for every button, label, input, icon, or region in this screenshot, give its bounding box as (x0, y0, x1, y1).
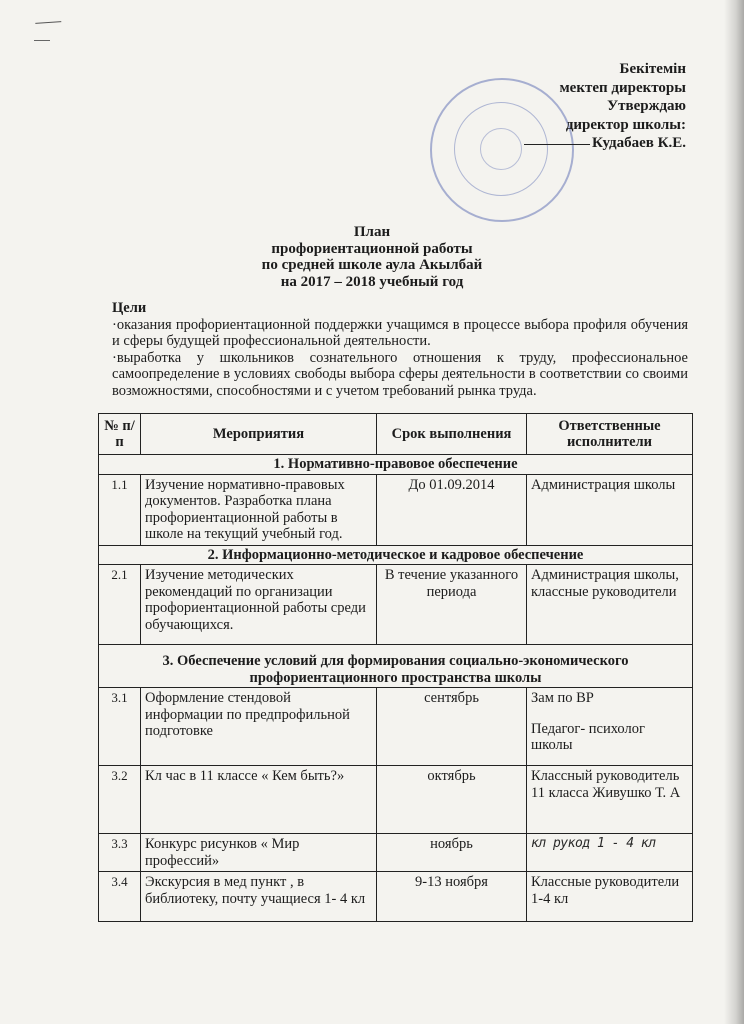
approval-line-kazakh-2: мектеп директоры (559, 79, 686, 96)
section-title: 2. Информационно-методическое и кадровое обеспечение (99, 545, 693, 565)
goal-item-1: ·оказания профориентационной поддержки учащимся в процессе выбора профиля обучения и сферы будущей профессиональной деятельности. (112, 316, 688, 349)
plan-table (98, 413, 693, 922)
row-event: Кл час в 11 классе « Кем быть?» (141, 766, 377, 834)
approval-line-director: директор школы: (565, 116, 686, 133)
page-edge-shadow (724, 0, 744, 1024)
row-responsible-handwritten: кл рукод 1 - 4 кл (527, 834, 693, 872)
title-line-3: по средней школе аула Акылбай (261, 257, 483, 273)
approval-line-kazakh-1: Бекітемін (619, 61, 686, 77)
row-event: Изучение методических рекомендаций по организации профориентационной работы среди обучающихся. (141, 565, 377, 645)
document-title (0, 224, 744, 290)
header-deadline: Срок выполнения (377, 414, 527, 455)
section-row (99, 545, 693, 565)
row-event: Изучение нормативно-правовых документов. Разработка плана профориентационной работы в школе на текущий учебный год. (141, 474, 377, 545)
corner-pen-mark (34, 40, 50, 41)
row-number: 3.3 (99, 834, 141, 872)
table-row (99, 474, 693, 545)
row-responsible: Зам по ВР (531, 690, 594, 706)
row-responsible-cell (527, 688, 693, 766)
director-name: Кудабаев К.Е. (591, 135, 686, 151)
signature-line (524, 144, 590, 145)
table-header-row (99, 414, 693, 455)
row-number: 3.1 (99, 688, 141, 766)
title-line-1: План (353, 224, 391, 240)
goals-section (112, 300, 688, 399)
row-number: 1.1 (99, 474, 141, 545)
section-title: 1. Нормативно-правовое обеспечение (99, 455, 693, 475)
header-responsible: Ответственные исполнители (527, 414, 693, 455)
row-number: 3.2 (99, 766, 141, 834)
row-event: Оформление стендовой информации по предпрофильной подготовке (141, 688, 377, 766)
table-row (99, 766, 693, 834)
row-responsible: Администрация школы, классные руководители (527, 565, 693, 645)
table-row (99, 688, 693, 766)
row-event: Конкурс рисунков « Мир профессий» (141, 834, 377, 872)
header-events: Мероприятия (141, 414, 377, 455)
title-line-2: профориентационной работы (271, 240, 473, 257)
row-deadline: октябрь (377, 766, 527, 834)
row-deadline: ноябрь (377, 834, 527, 872)
row-deadline: 9-13 ноября (377, 872, 527, 922)
section-row (99, 645, 693, 688)
header-number: № п/п (99, 414, 141, 455)
goals-heading: Цели (112, 300, 147, 316)
row-responsible: Классный руководитель 11 класса Живушко Т. А (527, 766, 693, 834)
approval-signature-row (524, 134, 686, 153)
row-deadline: В течение указанного периода (377, 565, 527, 645)
table-row (99, 872, 693, 922)
approval-block (524, 60, 686, 153)
row-responsible: Администрация школы (527, 474, 693, 545)
section-row (99, 455, 693, 475)
row-responsible: Классные руководители 1-4 кл (527, 872, 693, 922)
row-deadline: сентябрь (377, 688, 527, 766)
row-number: 2.1 (99, 565, 141, 645)
title-line-4: на 2017 – 2018 учебный год (280, 273, 464, 290)
row-event: Экскурсия в мед пункт , в библиотеку, почту учащиеся 1- 4 кл (141, 872, 377, 922)
approval-line-approve: Утверждаю (607, 98, 686, 114)
goal-item-2: ·выработка у школьников сознательного отношения к труду, профессиональное самоопределение в условиях свободы выбора сферы деятельности в соответствии со своими возможностями, способностями и с учетом требований рынка труда. (112, 349, 688, 399)
row-responsible-secondary: Педагог- психолог школы (531, 720, 645, 753)
table-row (99, 834, 693, 872)
table-row (99, 565, 693, 645)
row-number: 3.4 (99, 872, 141, 922)
row-deadline: До 01.09.2014 (377, 474, 527, 545)
section-title: 3. Обеспечение условий для формирования социально-экономического профориентационного пространства школы (99, 645, 693, 688)
